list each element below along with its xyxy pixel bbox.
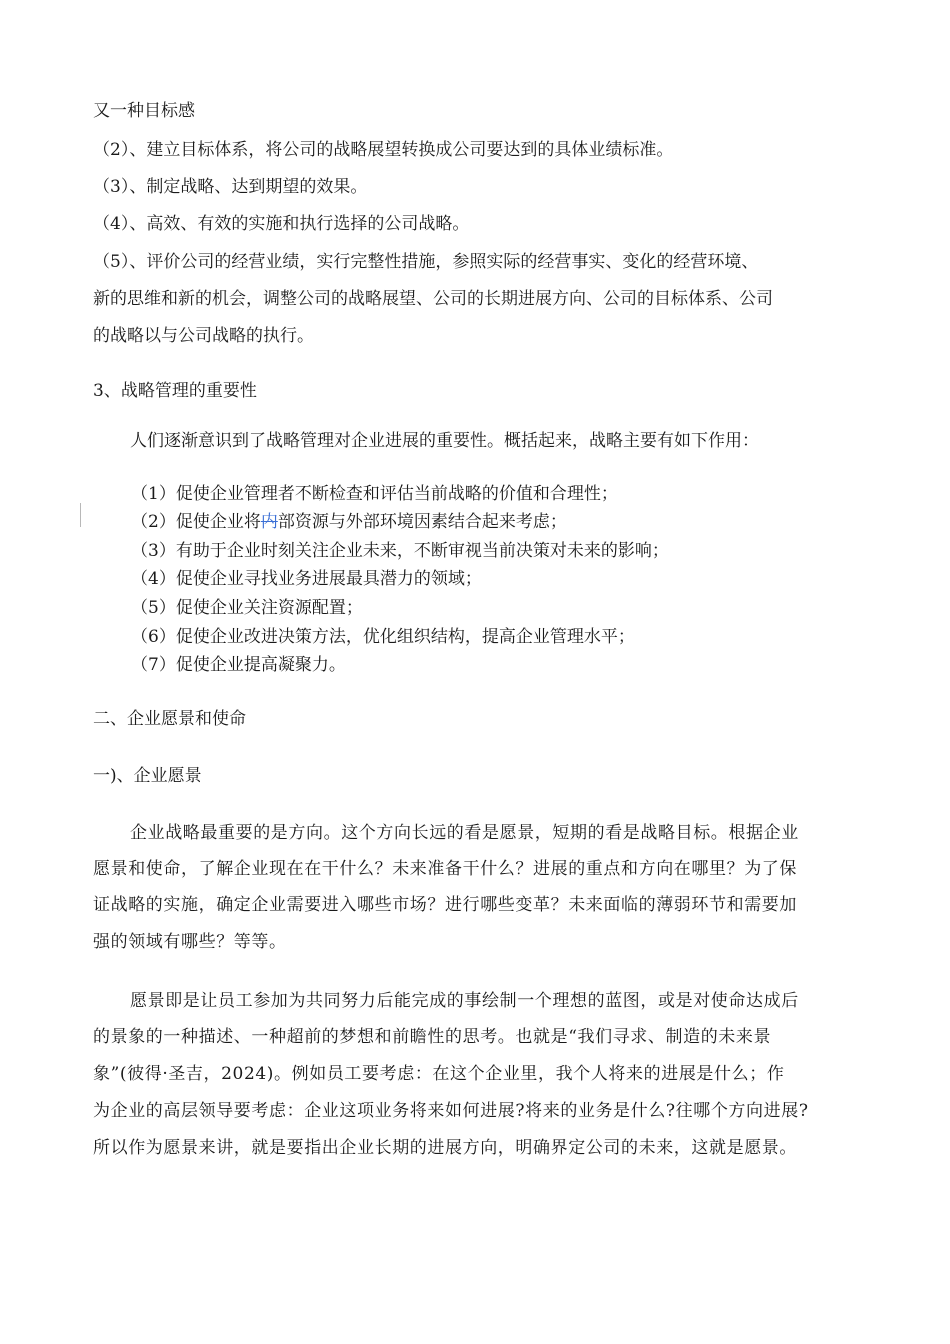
list-item: （4）、高效、有效的实施和执行选择的公司战略。 [93,214,470,234]
list-item-text: （2）促使企业将 [131,512,261,532]
text-line: 的战略以与公司战略的执行。 [93,326,314,346]
list-item: （3）、制定战略、达到期望的效果。 [93,177,368,197]
list-item: （2）、建立目标体系，将公司的战略展望转换成公司要达到的具体业绩标准。 [93,140,674,160]
paragraph-line: 证战略的实施，确定企业需要进入哪些市场？进行哪些变革？未来面临的薄弱环节和需要加 [93,895,797,915]
list-item: （6）促使企业改进决策方法，优化组织结构，提高企业管理水平； [131,627,635,647]
paragraph-line: 愿景即是让员工参加为共同努力后能完成的事绘制一个理想的蓝图，或是对使命达成后 [130,991,799,1011]
paragraph-line: 愿景和使命，了解企业现在在干什么？未来准备干什么？进展的重点和方向在哪里？为了保 [93,859,797,879]
paragraph-line: 企业战略最重要的是方向。这个方向长远的看是愿景，短期的看是战略目标。根据企业 [130,823,799,843]
list-item: （5）促使企业关注资源配置； [131,598,363,618]
paragraph-line: 象”(彼得·圣吉，2024)。例如员工要考虑：在这个企业里，我个人将来的进展是什么；作 [93,1064,785,1084]
list-item: （3）有助于企业时刻关注企业未来，不断审视当前决策对未来的影响； [131,541,669,561]
list-item: （4）促使企业寻找业务进展最具潜力的领域； [131,569,482,589]
paragraph-line: 人们逐渐意识到了战略管理对企业进展的重要性。概括起来，战略主要有如下作用： [130,431,759,451]
subsection-heading: 一)、企业愿景 [93,766,202,786]
paragraph-line: 为企业的高层领导要考虑：企业这项业务将来如何进展?将来的业务是什么?往哪个方向进展? [93,1101,809,1121]
tracked-deletion: 内 [260,512,278,532]
list-item: （5）、评价公司的经营业绩，实行完整性措施，参照实际的经营事实、变化的经营环境、 [93,252,759,272]
section-heading: 3、战略管理的重要性 [93,381,257,401]
text-line: 新的思维和新的机会，调整公司的战略展望、公司的长期进展方向、公司的目标体系、公司 [93,289,773,309]
section-heading: 二、企业愿景和使命 [93,709,246,729]
paragraph-line: 强的领域有哪些？等等。 [93,932,287,952]
paragraph-line: 的景象的一种描述、一种超前的梦想和前瞻性的思考。也就是“我们寻求、制造的未来景 [93,1027,772,1047]
paragraph-line: 所以作为愿景来讲，就是要指出企业长期的进展方向，明确界定公司的未来，这就是愿景。 [93,1138,797,1158]
list-item: （7）促使企业提高凝聚力。 [131,655,346,675]
text-line: 又一种目标感 [93,101,195,121]
text-cursor [80,503,81,527]
list-item [131,511,567,533]
list-item: （1）促使企业管理者不断检查和评估当前战略的价值和合理性； [131,484,618,504]
list-item-text: 部资源与外部环境因素结合起来考虑； [277,512,567,532]
